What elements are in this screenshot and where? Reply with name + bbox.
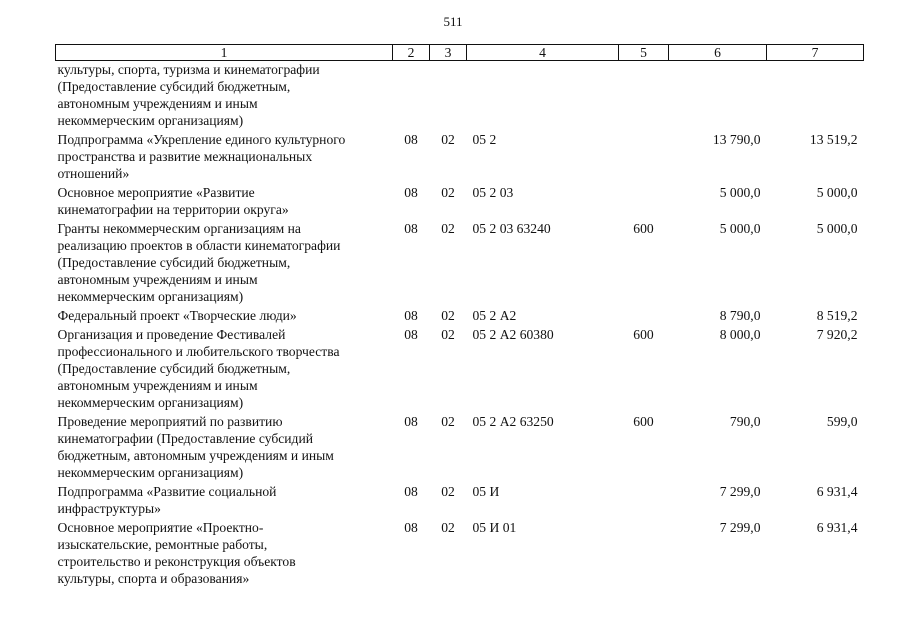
row-name: Организация и проведение Фестивалей профессионального и любительского творчества (Предоставление субсидий бюджетным, автономным учреждениям и иным некоммерческим организациям) <box>57 327 340 410</box>
row-actual-amount: 5 000,0 <box>816 221 858 236</box>
row-target-code: 05 2 03 <box>472 185 514 200</box>
row-section <box>393 61 430 130</box>
row-subsection: 02 <box>441 414 455 429</box>
table-row <box>56 61 864 130</box>
row-actual-amount: 5 000,0 <box>816 185 858 200</box>
header-col-2: 2 <box>393 45 430 61</box>
row-section: 08 <box>404 327 418 342</box>
row-expense-type <box>619 129 669 182</box>
row-section: 08 <box>404 132 418 147</box>
row-subsection: 02 <box>441 185 455 200</box>
row-section: 08 <box>404 484 418 499</box>
table-row <box>56 517 864 587</box>
row-expense-type <box>619 305 669 324</box>
row-target-code: 05 И 01 <box>472 520 517 535</box>
header-col-3: 3 <box>430 45 467 61</box>
table-row <box>56 305 864 324</box>
header-col-1: 1 <box>56 45 393 61</box>
row-expense-type <box>619 61 669 130</box>
row-actual-amount: 8 519,2 <box>816 308 858 323</box>
row-target-code <box>467 61 619 130</box>
row-plan-amount: 13 790,0 <box>712 132 761 147</box>
row-actual-amount: 13 519,2 <box>809 132 858 147</box>
row-subsection: 02 <box>441 327 455 342</box>
header-col-5: 5 <box>619 45 669 61</box>
row-target-code: 05 2 <box>472 132 497 147</box>
row-subsection: 02 <box>441 308 455 323</box>
table-row <box>56 218 864 305</box>
row-target-code: 05 2 А2 63250 <box>472 414 554 429</box>
row-expense-type <box>619 182 669 218</box>
row-name: Подпрограмма «Развитие социальной инфраструктуры» <box>57 484 277 516</box>
header-col-7: 7 <box>767 45 864 61</box>
table-row <box>56 129 864 182</box>
table-row <box>56 481 864 517</box>
row-subsection: 02 <box>441 132 455 147</box>
row-actual-amount: 6 931,4 <box>816 484 858 499</box>
row-name: Основное мероприятие «Проектно- изыскательские, ремонтные работы, строительство и реконструкция объектов культуры, спорта и образования» <box>57 520 296 586</box>
row-plan-amount: 5 000,0 <box>719 185 761 200</box>
row-actual-amount: 6 931,4 <box>816 520 858 535</box>
row-subsection: 02 <box>441 221 455 236</box>
row-expense-type <box>619 517 669 587</box>
row-expense-type: 600 <box>633 221 654 236</box>
row-section: 08 <box>404 414 418 429</box>
row-expense-type: 600 <box>633 327 654 342</box>
row-plan-amount: 7 299,0 <box>719 520 761 535</box>
row-name: Гранты некоммерческим организациям на реализацию проектов в области кинематографии (Предоставление субсидий бюджетным, автономным учреждениям и иным некоммерческим организациям) <box>57 221 341 304</box>
row-section: 08 <box>404 308 418 323</box>
row-plan-amount: 8 000,0 <box>719 327 761 342</box>
row-target-code: 05 2 А2 <box>472 308 517 323</box>
row-subsection: 02 <box>441 520 455 535</box>
row-plan-amount <box>669 61 767 130</box>
row-subsection <box>430 61 467 130</box>
header-row <box>56 45 864 61</box>
row-subsection: 02 <box>441 484 455 499</box>
row-section: 08 <box>404 520 418 535</box>
row-expense-type <box>619 481 669 517</box>
row-name: Федеральный проект «Творческие люди» <box>57 308 297 323</box>
table-row <box>56 182 864 218</box>
page-number: 511 <box>443 14 463 29</box>
header-col-4: 4 <box>467 45 619 61</box>
row-actual-amount: 599,0 <box>826 414 858 429</box>
header-col-6: 6 <box>669 45 767 61</box>
row-plan-amount: 8 790,0 <box>719 308 761 323</box>
row-expense-type: 600 <box>633 414 654 429</box>
row-target-code: 05 2 03 63240 <box>472 221 551 236</box>
budget-table <box>55 44 864 587</box>
table-row <box>56 411 864 481</box>
row-name: Основное мероприятие «Развитие кинематографии на территории округа» <box>57 185 289 217</box>
row-actual-amount <box>767 61 864 130</box>
row-target-code: 05 2 А2 60380 <box>472 327 554 342</box>
row-name: Проведение мероприятий по развитию кинематографии (Предоставление субсидий бюджетным, автономным учреждениям и иным некоммерческим организациям) <box>57 414 334 480</box>
row-plan-amount: 7 299,0 <box>719 484 761 499</box>
row-plan-amount: 790,0 <box>729 414 761 429</box>
row-actual-amount: 7 920,2 <box>816 327 858 342</box>
table-row <box>56 324 864 411</box>
row-name: Подпрограмма «Укрепление единого культурного пространства и развитие межнациональных отношений» <box>57 132 346 181</box>
row-section: 08 <box>404 221 418 236</box>
row-plan-amount: 5 000,0 <box>719 221 761 236</box>
row-section: 08 <box>404 185 418 200</box>
row-target-code: 05 И <box>472 484 500 499</box>
row-name: культуры, спорта, туризма и кинематографии (Предоставление субсидий бюджетным, автономным учреждениям и иным некоммерческим организациям) <box>57 62 320 128</box>
